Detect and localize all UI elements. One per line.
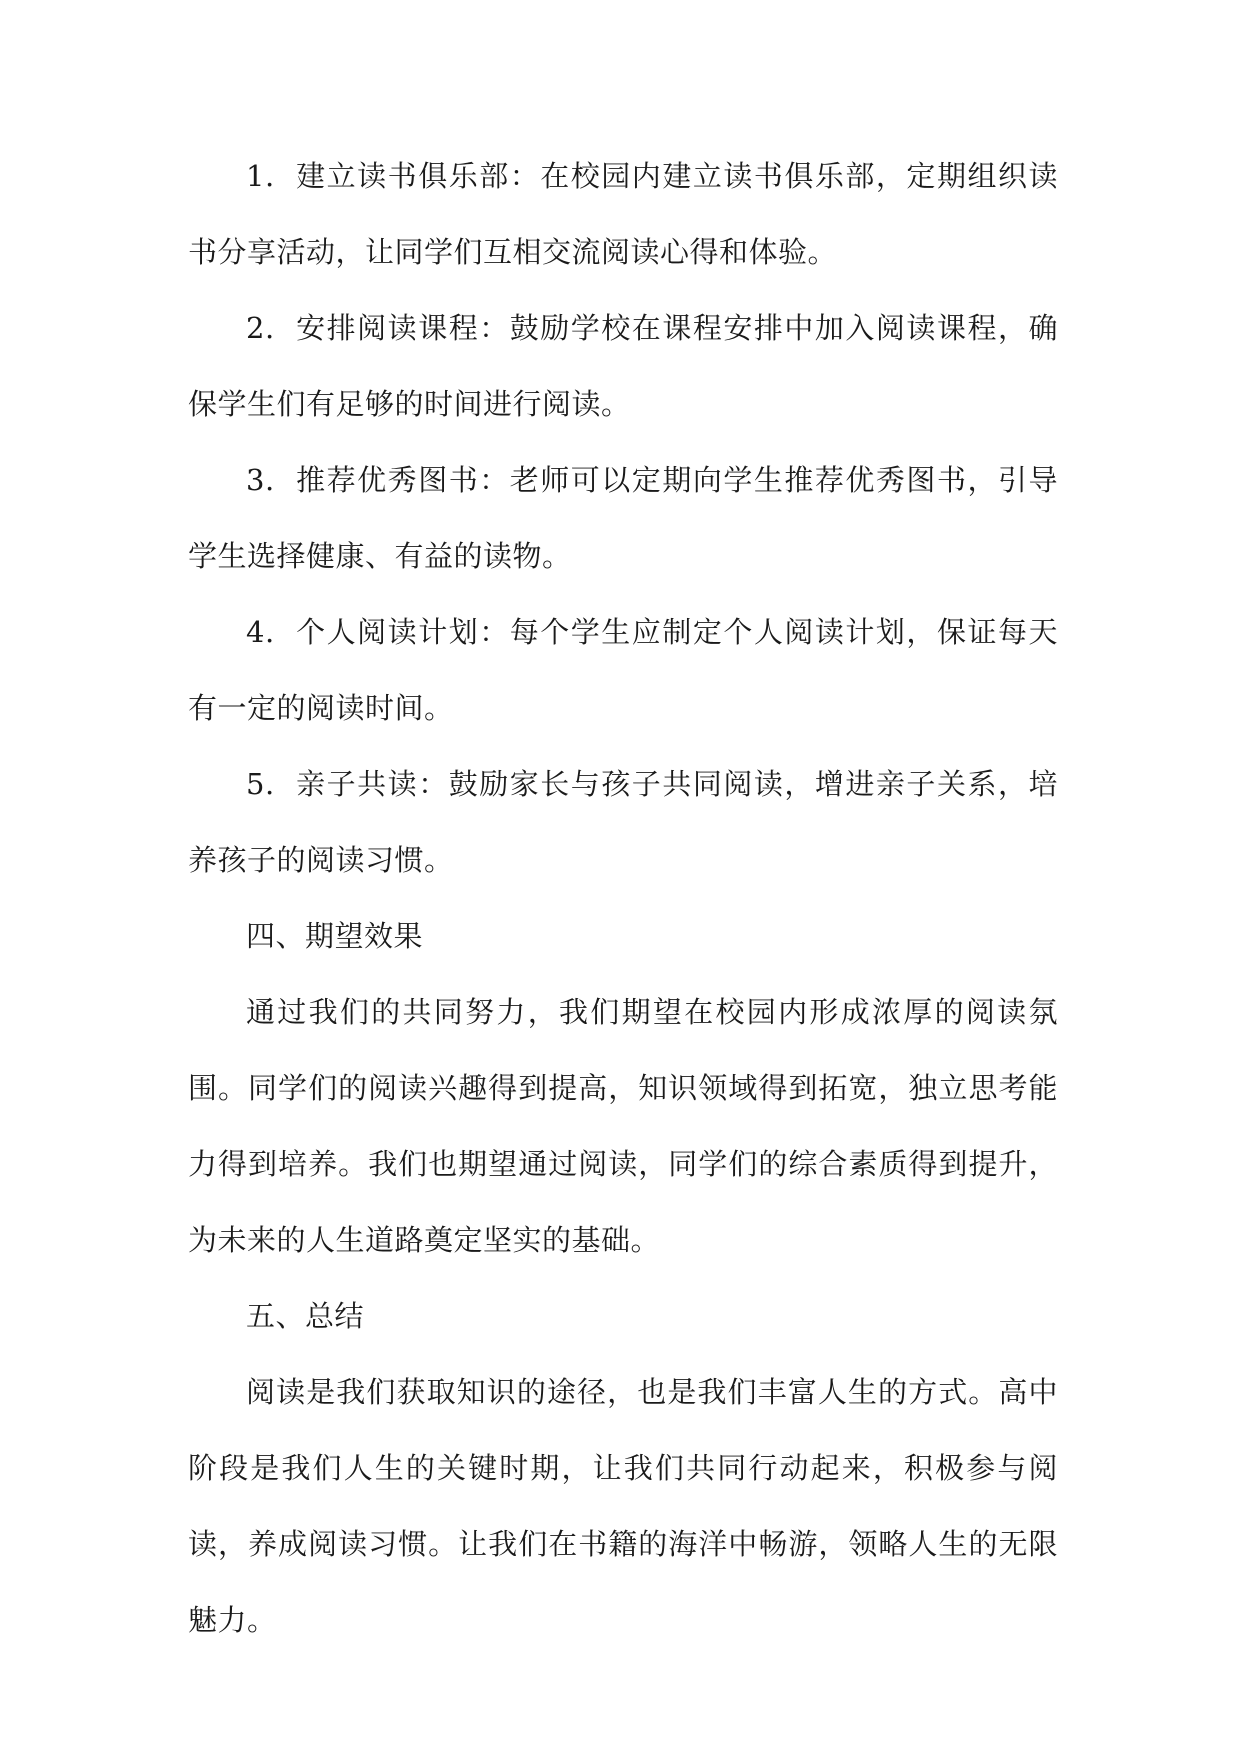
list-number: 5. [246, 767, 275, 801]
section-body-summary: 阅读是我们获取知识的途径，也是我们丰富人生的方式。高中阶段是我们人生的关键时期，让我们共同行动起来，积极参与阅读，养成阅读习惯。让我们在书籍的海洋中畅游，领略人生的无限魅力。 [188, 1375, 1058, 1637]
list-text: 亲子共读：鼓励家长与孩子共同阅读，增进亲子关系，培养孩子的阅读习惯。 [188, 767, 1058, 877]
list-item-3 [188, 442, 1058, 594]
list-text: 推荐优秀图书：老师可以定期向学生推荐优秀图书，引导学生选择健康、有益的读物。 [188, 463, 1058, 573]
list-text: 个人阅读计划：每个学生应制定个人阅读计划，保证每天有一定的阅读时间。 [188, 615, 1058, 725]
list-text: 安排阅读课程：鼓励学校在课程安排中加入阅读课程，确保学生们有足够的时间进行阅读。 [188, 311, 1058, 421]
section-heading-summary: 五、总结 [246, 1299, 365, 1333]
list-item-5 [188, 746, 1058, 898]
list-number: 4. [246, 615, 275, 649]
list-text: 建立读书俱乐部：在校园内建立读书俱乐部，定期组织读书分享活动，让同学们互相交流阅读心得和体验。 [188, 159, 1058, 269]
list-number: 3. [246, 463, 275, 497]
section-heading-expected-results: 四、期望效果 [246, 919, 424, 953]
document-content [188, 138, 1058, 1658]
list-number: 2. [246, 311, 275, 345]
list-item-4 [188, 594, 1058, 746]
list-number: 1. [246, 159, 275, 193]
section-body-expected-results: 通过我们的共同努力，我们期望在校园内形成浓厚的阅读氛围。同学们的阅读兴趣得到提高，知识领域得到拓宽，独立思考能力得到培养。我们也期望通过阅读，同学们的综合素质得到提升，为未来的人生道路奠定坚实的基础。 [188, 995, 1058, 1257]
list-item-1 [188, 138, 1058, 290]
list-item-2 [188, 290, 1058, 442]
